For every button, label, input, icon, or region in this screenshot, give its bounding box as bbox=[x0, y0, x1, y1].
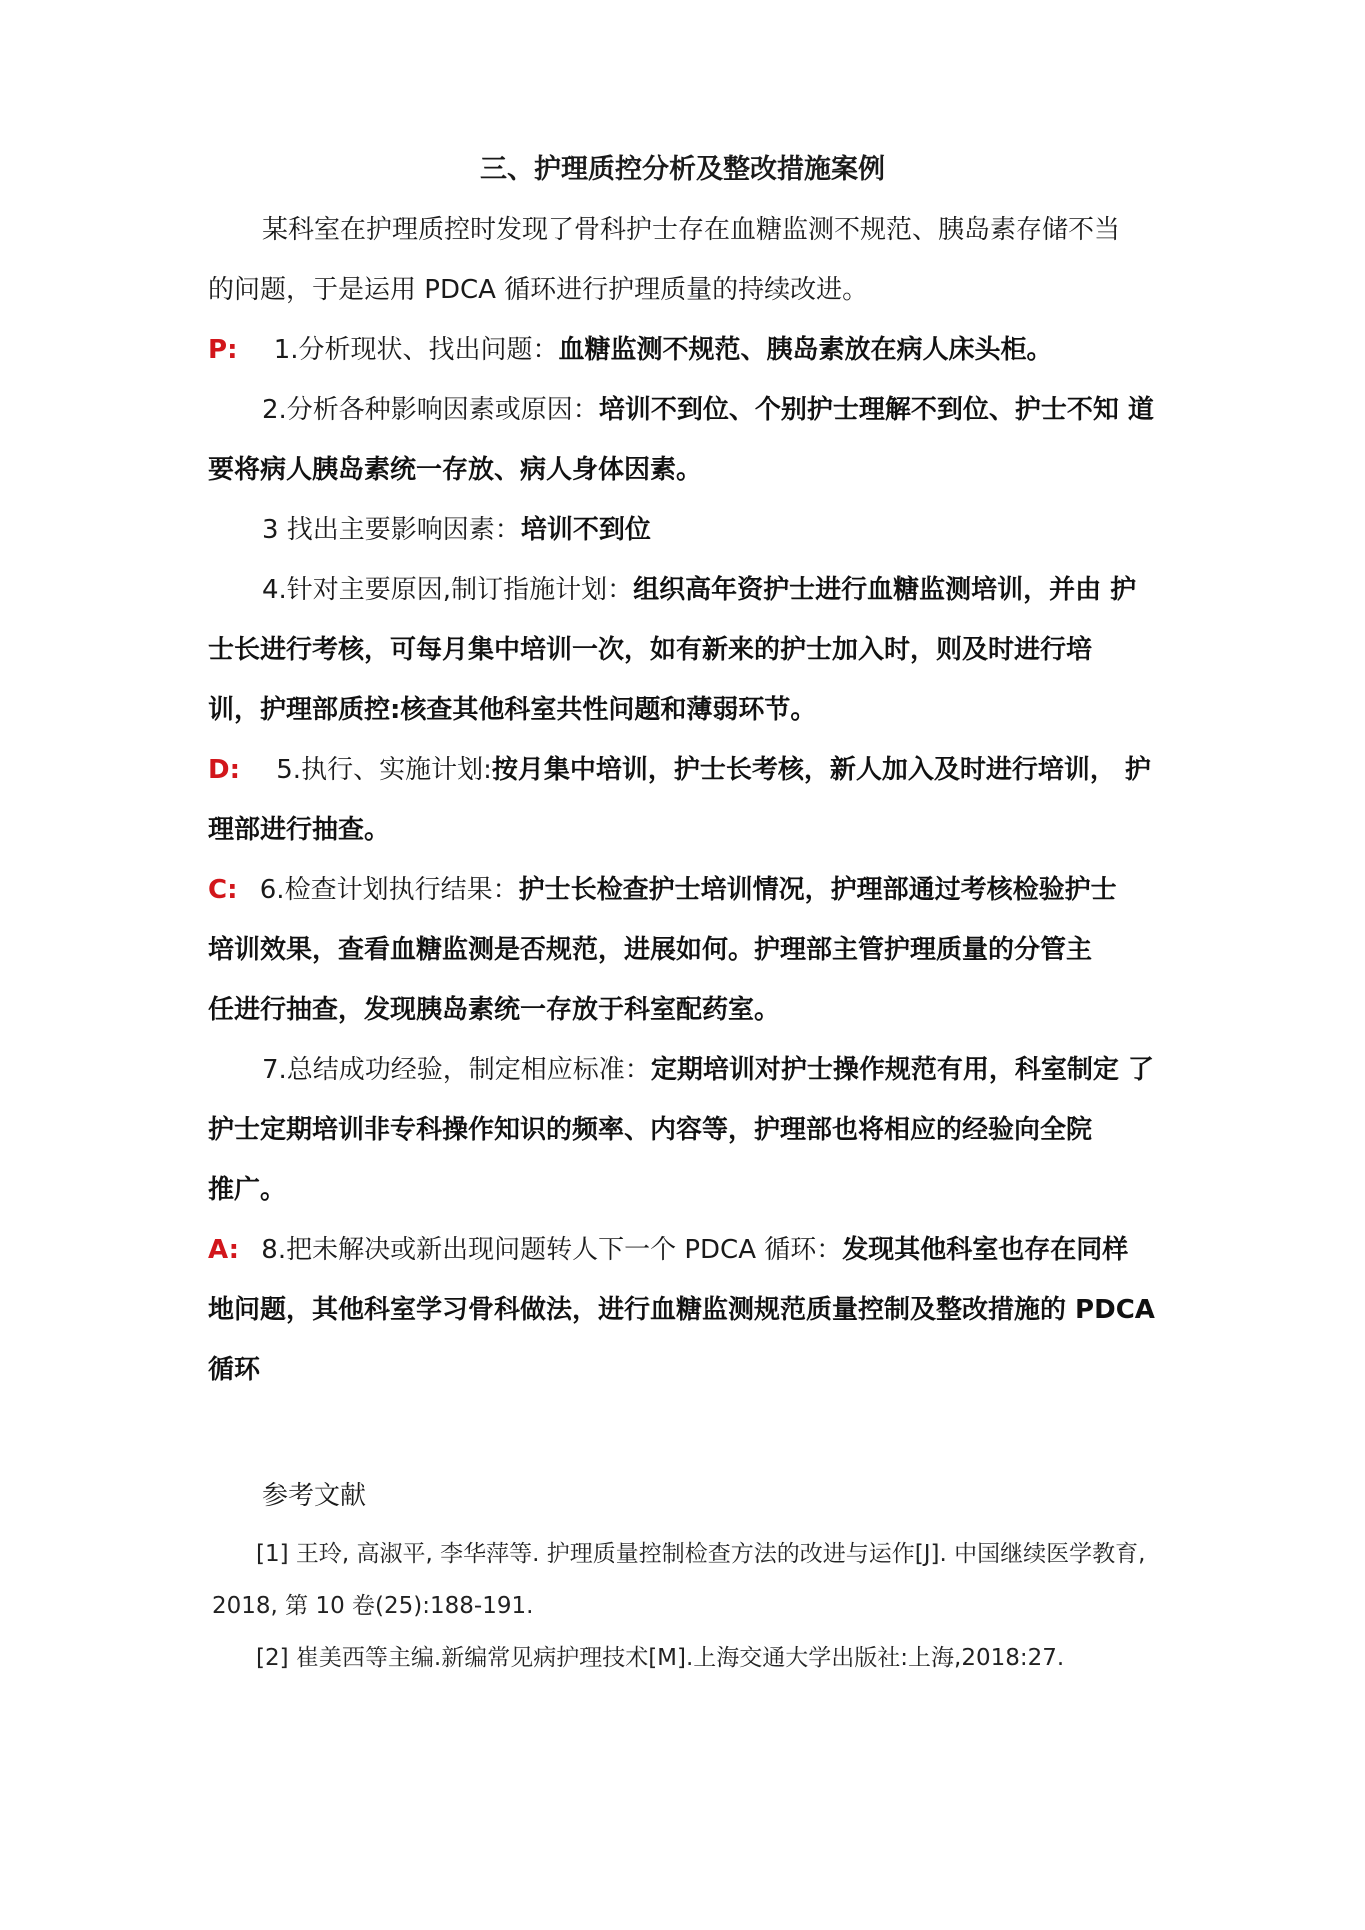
reference-1-line-2: 2018, 第 10 卷(25):188-191. bbox=[212, 1593, 534, 1619]
c-colon: : bbox=[227, 875, 238, 905]
step-5-prefix: 5.执行、实施计划: bbox=[276, 755, 492, 785]
step-7-line-2: 护士定期培训非专科操作知识的频率、内容等，护理部也将相应的经验向全院 bbox=[208, 1115, 1093, 1145]
step-2-text-1: 培训不到位、个别护士理解不到位、护士不知 道 bbox=[598, 395, 1154, 425]
step-8-line-2: 地问题，其他科室学习骨科做法，进行血糖监测规范质量控制及整改措施的 PDCA bbox=[208, 1295, 1155, 1325]
step-8-text-1: 发现其他科室也存在同样 bbox=[842, 1235, 1129, 1265]
step-4-prefix: 4.针对主要原因,制订指施计划： bbox=[262, 575, 634, 605]
step-1-line bbox=[208, 332, 1168, 368]
step-6-text-1: 护士长检查护士培训情况，护理部通过考核检验护士 bbox=[518, 875, 1117, 905]
step-8-line-1 bbox=[208, 1232, 1168, 1268]
step-6-prefix: 6.检查计划执行结果： bbox=[259, 875, 519, 905]
step-7-line-1 bbox=[262, 1052, 1222, 1088]
intro-line-2: 的问题，于是运用 PDCA 循环进行护理质量的持续改进。 bbox=[208, 275, 869, 305]
a-colon: : bbox=[228, 1235, 240, 1265]
step-4-line-2: 士长进行考核，可每月集中培训一次，如有新来的护士加入时，则及时进行培 bbox=[208, 635, 1093, 665]
step-7-line-3: 推广。 bbox=[208, 1175, 287, 1205]
reference-2: [2] 崔美西等主编.新编常见病护理技术[M].上海交通大学出版社:上海,2018:27. bbox=[256, 1645, 1065, 1671]
step-4-text-1: 组织高年资护士进行血糖监测培训，并由 护 bbox=[633, 575, 1137, 605]
section-title: 三、护理质控分析及整改措施案例 bbox=[480, 154, 885, 185]
step-2-line-1 bbox=[262, 392, 1222, 428]
step-6-line-1 bbox=[208, 872, 1168, 908]
step-5-line-2: 理部进行抽查。 bbox=[208, 815, 391, 845]
step-2-line-2: 要将病人胰岛素统一存放、病人身体因素。 bbox=[208, 455, 703, 485]
step-3-prefix: 3 找出主要影响因素： bbox=[262, 515, 521, 545]
intro-line-1: 某科室在护理质控时发现了骨科护士存在血糖监测不规范、胰岛素存储不当 bbox=[262, 215, 1121, 245]
step-4-line-1 bbox=[262, 572, 1222, 608]
step-1-prefix: 1.分析现状、找出问题： bbox=[273, 335, 559, 365]
step-6-line-2: 培训效果，查看血糖监测是否规范，进展如何。护理部主管护理质量的分管主 bbox=[208, 935, 1093, 965]
step-2-prefix: 2.分析各种影响因素或原因： bbox=[262, 395, 599, 425]
step-7-text-1: 定期培训对护士操作规范有用，科室制定 了 bbox=[650, 1055, 1154, 1085]
step-8-prefix: 8.把未解决或新出现问题转人下一个 PDCA 循环： bbox=[261, 1235, 843, 1265]
step-5-line-1 bbox=[208, 752, 1168, 788]
step-6-line-3: 任进行抽查，发现胰岛素统一存放于科室配药室。 bbox=[208, 995, 781, 1025]
c-label: C bbox=[208, 875, 228, 905]
step-3-text: 培训不到位 bbox=[520, 515, 651, 545]
p-label: P bbox=[208, 335, 228, 365]
step-7-prefix: 7.总结成功经验，制定相应标准： bbox=[262, 1055, 651, 1085]
step-5-text-1: 按月集中培训，护士长考核，新人加入及时进行培训， 护 bbox=[491, 755, 1151, 785]
step-1-text: 血糖监测不规范、胰岛素放在病人床头柜。 bbox=[558, 335, 1053, 365]
p-colon: : bbox=[227, 335, 238, 365]
d-colon: : bbox=[229, 755, 240, 785]
a-label: A bbox=[208, 1235, 229, 1265]
step-8-line-3: 循环 bbox=[208, 1355, 261, 1385]
references-heading: 参考文献 bbox=[262, 1481, 367, 1511]
d-label: D bbox=[208, 755, 230, 785]
step-4-line-3: 训，护理部质控:核查其他科室共性问题和薄弱环节。 bbox=[208, 695, 817, 725]
step-3-line bbox=[262, 512, 1222, 548]
reference-1-line-1: [1] 王玲, 高淑平, 李华萍等. 护理质量控制检查方法的改进与运作[J]. 中国继续医学教育, bbox=[256, 1541, 1146, 1567]
